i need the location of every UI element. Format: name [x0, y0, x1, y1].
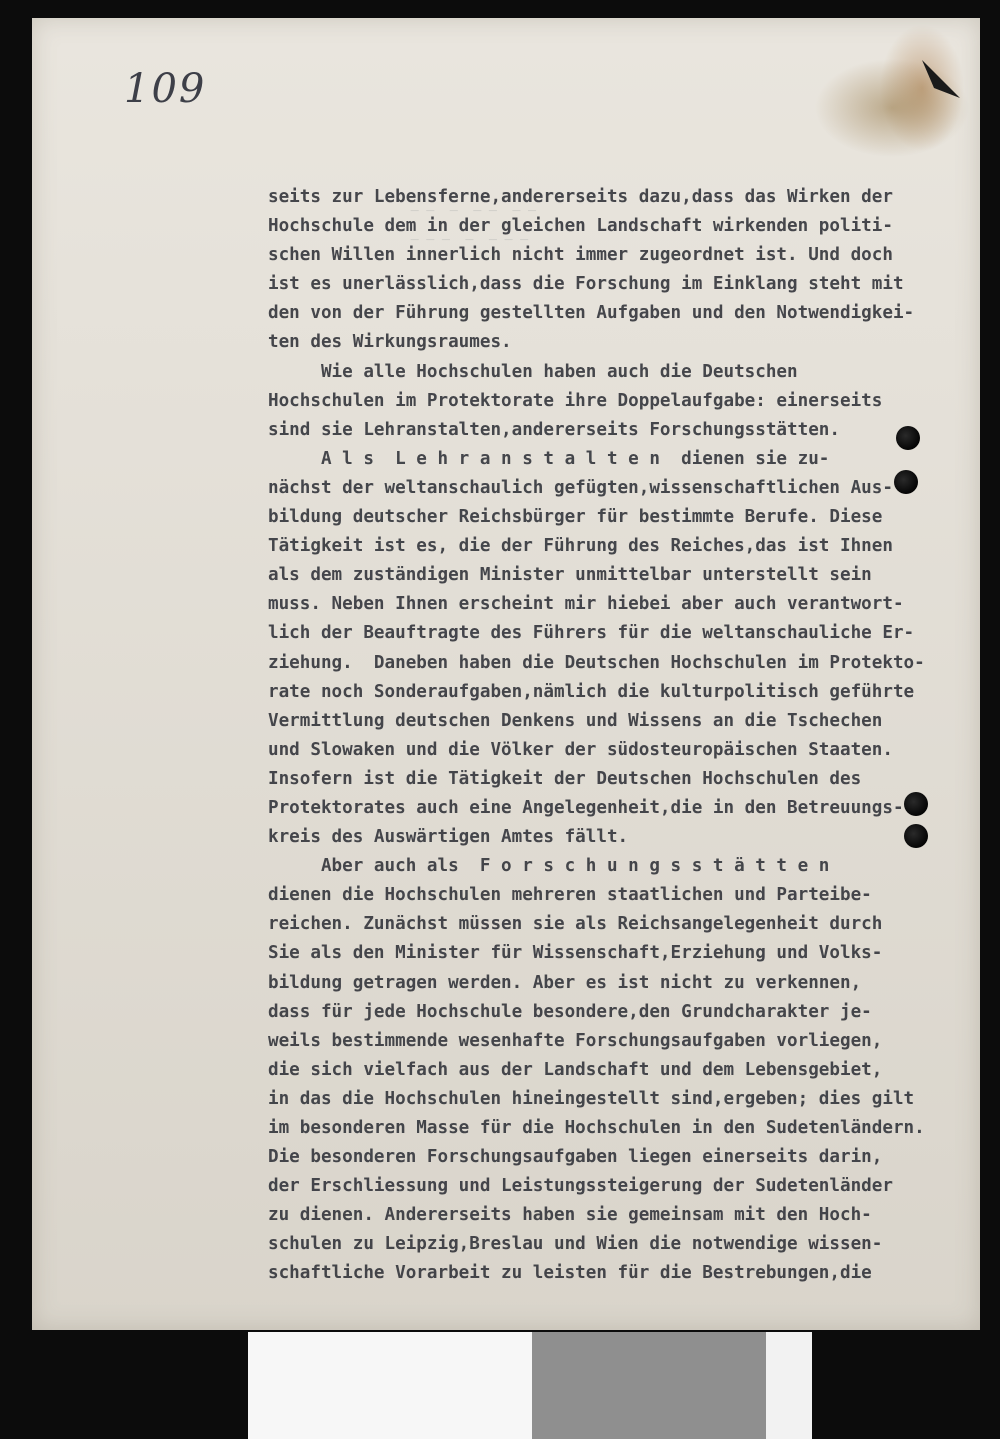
text-line: muss. Neben Ihnen erscheint mir hiebei aber auch verantwort- — [268, 594, 904, 615]
text-line: Protektorates auch eine Angelegenheit,die in den Betreuungs- — [268, 797, 904, 818]
document-page — [32, 18, 980, 1330]
text-line: ist es unerlässlich,dass die Forschung im Einklang steht mit — [268, 274, 904, 295]
text-line: der Erschliessung und Leistungssteigerung der Sudetenländer — [268, 1176, 893, 1197]
text-line: sind sie Lehranstalten,andererseits Forschungsstätten. — [268, 419, 840, 440]
text-line: Die besonderen Forschungsaufgaben liegen einerseits darin, — [268, 1147, 883, 1168]
scan-calibration-white-right — [766, 1332, 812, 1439]
text-line: zu dienen. Andererseits haben sie gemeinsam mit den Hoch- — [268, 1205, 872, 1226]
scan-calibration-grey — [532, 1332, 766, 1439]
text-line: lich der Beauftragte des Führers für die weltanschauliche Er- — [268, 623, 915, 644]
text-line: Hochschulen im Protektorate ihre Doppelaufgabe: einerseits — [268, 390, 883, 411]
text-line: ten des Wirkungsraumes. — [268, 332, 512, 353]
text-line: Vermittlung deutschen Denkens und Wissens an die Tschechen — [268, 710, 883, 731]
text-line: schulen zu Leipzig,Breslau und Wien die notwendige wissen- — [268, 1234, 883, 1255]
text-line: nächst der weltanschaulich gefügten,wissenschaftlichen Aus- — [268, 477, 893, 498]
text-line: rate noch Sonderaufgaben,nämlich die kulturpolitisch geführte — [268, 681, 915, 702]
text-line: bildung getragen werden. Aber es ist nicht zu verkennen, — [268, 972, 862, 993]
text-line: in das die Hochschulen hineingestellt sind,ergeben; dies gilt — [268, 1088, 915, 1109]
text-line: die sich vielfach aus der Landschaft und dem Lebensgebiet, — [268, 1059, 883, 1080]
text-line: kreis des Auswärtigen Amtes fällt. — [268, 827, 629, 848]
text-line: den von der Führung gestellten Aufgaben und den Notwendigkei- — [268, 303, 915, 324]
text-line: Wie alle Hochschulen haben auch die Deutschen — [268, 361, 798, 382]
paragraph — [268, 358, 1000, 445]
text-line: schaftliche Vorarbeit zu leisten für die Bestrebungen,die — [268, 1263, 872, 1284]
text-line: als dem zuständigen Minister unmittelbar unterstellt sein — [268, 565, 872, 586]
scan-calibration-white — [248, 1332, 532, 1439]
punch-hole — [904, 792, 928, 816]
text-line: im besonderen Masse für die Hochschulen in den Sudetenländern. — [268, 1118, 925, 1138]
text-line: dass für jede Hochschule besondere,den Grundcharakter je- — [268, 1001, 872, 1022]
text-line: Tätigkeit ist es, die der Führung des Reiches,das ist Ihnen — [268, 536, 893, 557]
text-line: Aber auch als F o r s c h u n g s s t ä t t e n — [268, 856, 830, 877]
text-line: Sie als den Minister für Wissenschaft,Erziehung und Volks- — [268, 943, 883, 964]
text-line: bildung deutscher Reichsbürger für bestimmte Berufe. Diese — [268, 507, 883, 528]
text-line: ziehung. Daneben haben die Deutschen Hochschulen im Protekto- — [268, 652, 925, 673]
paragraph — [268, 183, 1000, 358]
punch-hole — [904, 824, 928, 848]
text-line: A l s L e h r a n s t a l t e n dienen sie zu- — [268, 448, 830, 469]
text-line: weils bestimmende wesenhafte Forschungsaufgaben vorliegen, — [268, 1030, 883, 1051]
text-line: und Slowaken und die Völker der südosteuropäischen Staaten. — [268, 739, 893, 760]
text-line: Insofern ist die Tätigkeit der Deutschen Hochschulen des — [268, 768, 862, 789]
text-line: seits zur Lebensferne,andererseits dazu,dass das Wirken der — [268, 187, 893, 207]
text-line: Hochschule dem in der gleichen Landschaft wirkenden politi- — [268, 216, 893, 237]
text-line: schen Willen innerlich nicht immer zugeordnet ist. Und doch — [268, 245, 893, 266]
punch-hole — [894, 470, 918, 494]
bleed-through-text: ─ ─ ─ ─ ─ ─ ─ ─ ─ ─ ─ ─ ─ ─ — [410, 204, 536, 248]
document-body — [268, 183, 1000, 1289]
paragraph — [268, 852, 1000, 1288]
text-line: dienen die Hochschulen mehreren staatlichen und Parteibe- — [268, 885, 872, 906]
torn-corner-mark — [920, 58, 964, 104]
folio-number: 109 — [124, 66, 207, 112]
paragraph — [268, 445, 1000, 852]
punch-hole — [896, 426, 920, 450]
text-line: reichen. Zunächst müssen sie als Reichsangelegenheit durch — [268, 914, 883, 935]
